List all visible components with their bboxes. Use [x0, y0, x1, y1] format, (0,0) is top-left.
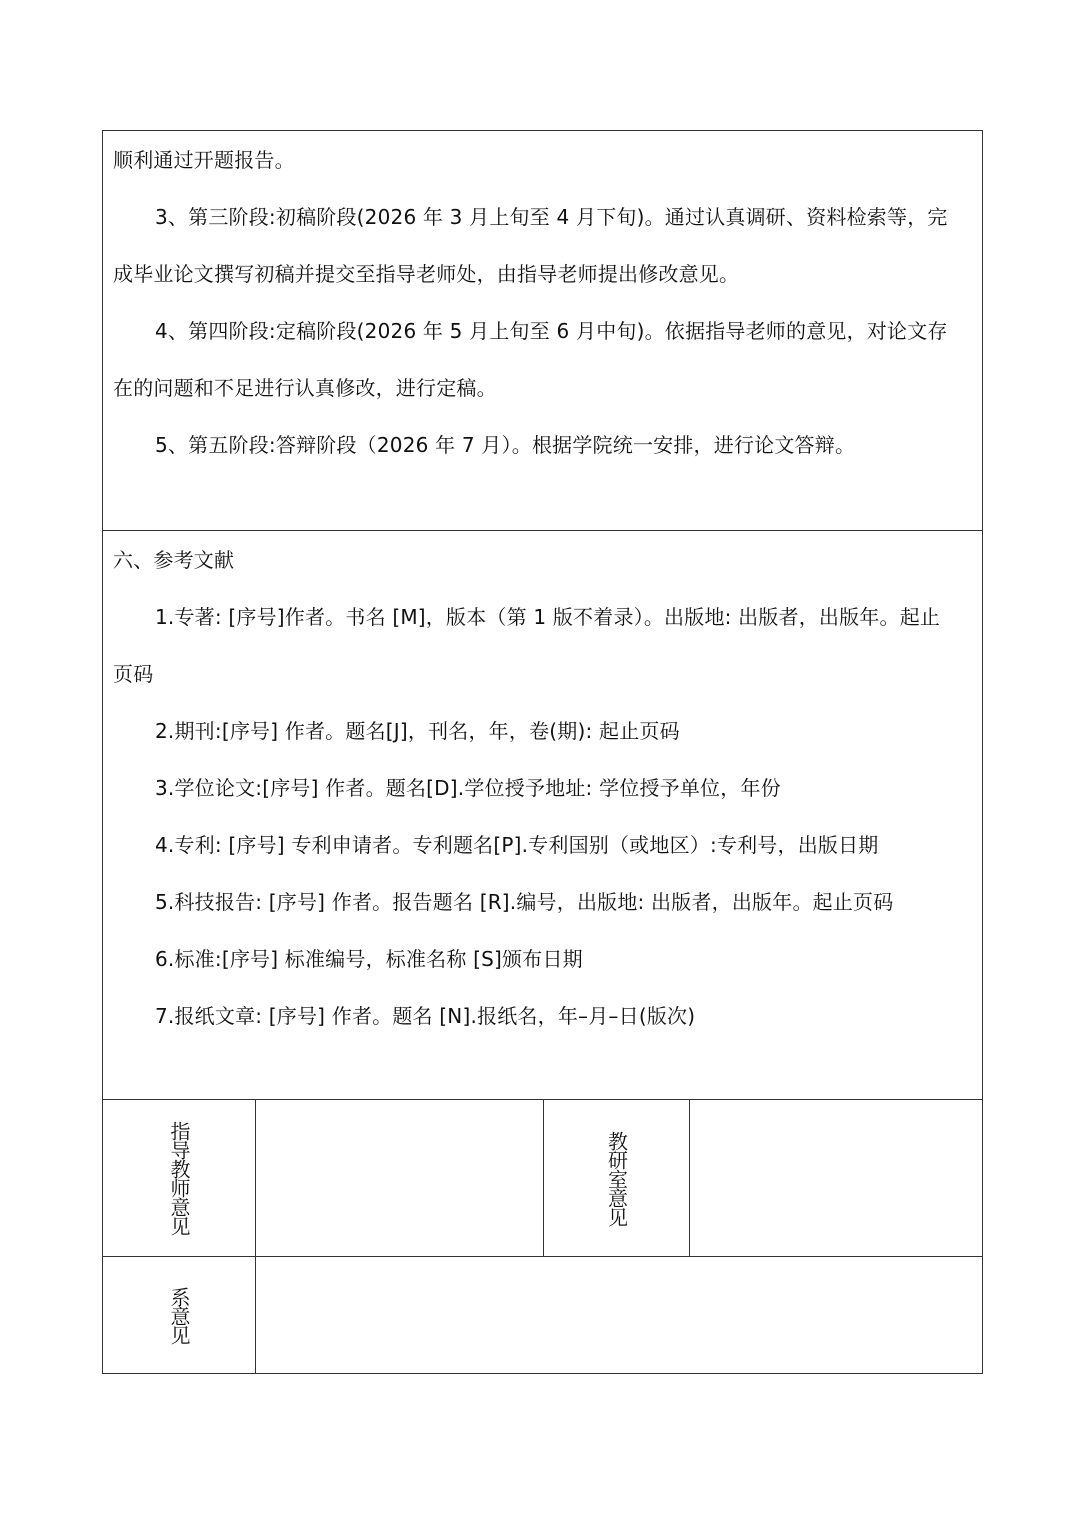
schedule-line: 3、第三阶段:初稿阶段(2026 年 3 月上旬至 4 月下旬)。通过认真调研、资料检索等，完 [155, 205, 948, 229]
references-heading: 六、参考文献 [113, 548, 235, 572]
department-row [103, 1257, 982, 1373]
schedule-section [103, 132, 982, 531]
schedule-line: 成毕业论文撰写初稿并提交至指导老师处，由指导老师提出修改意见。 [113, 262, 740, 286]
reference-item: 5.科技报告: [序号] 作者。报告题名 [R].编号，出版地: 出版者，出版年。起止页码 [155, 890, 894, 914]
schedule-line: 顺利通过开题报告。 [113, 148, 295, 172]
office-opinion-label-cell [543, 1100, 690, 1256]
schedule-line: 在的问题和不足进行认真修改，进行定稿。 [113, 376, 497, 400]
reference-item: 4.专利: [序号] 专利申请者。专利题名[P].专利国别（或地区）:专利号，出版日期 [155, 833, 879, 857]
advisor-opinion-label: 指导教师意见 [167, 1121, 191, 1235]
advisor-opinion-field[interactable] [256, 1100, 543, 1256]
advisor-opinion-label-cell [103, 1100, 256, 1256]
schedule-line: 5、第五阶段:答辩阶段（2026 年 7 月）。根据学院统一安排，进行论文答辩。 [155, 433, 856, 457]
reference-item: 3.学位论文:[序号] 作者。题名[D].学位授予地址: 学位授予单位，年份 [155, 776, 781, 800]
reference-item: 2.期刊:[序号] 作者。题名[J]，刊名，年，卷(期): 起止页码 [155, 719, 680, 743]
reference-item-continuation: 页码 [113, 662, 154, 686]
department-opinion-field[interactable] [256, 1257, 982, 1373]
reference-item: 7.报纸文章: [序号] 作者。题名 [N].报纸名，年–月–日(版次) [155, 1004, 696, 1028]
office-opinion-field[interactable] [690, 1100, 982, 1256]
department-opinion-label: 系意见 [167, 1286, 191, 1344]
references-section [103, 532, 982, 1100]
reference-item: 1.专著: [序号]作者。书名 [M]，版本（第 1 版不着录）。出版地: 出版者，出版年。起止 [155, 605, 941, 629]
department-opinion-label-cell [103, 1257, 256, 1373]
schedule-line: 4、第四阶段:定稿阶段(2026 年 5 月上旬至 6 月中旬)。依据指导老师的意见，对论文存 [155, 319, 948, 343]
opinion-row [103, 1100, 982, 1257]
proposal-form-table [102, 130, 983, 1374]
office-opinion-label: 教研室意见 [604, 1130, 629, 1226]
reference-item: 6.标准:[序号] 标准编号，标准名称 [S]颁布日期 [155, 947, 583, 971]
